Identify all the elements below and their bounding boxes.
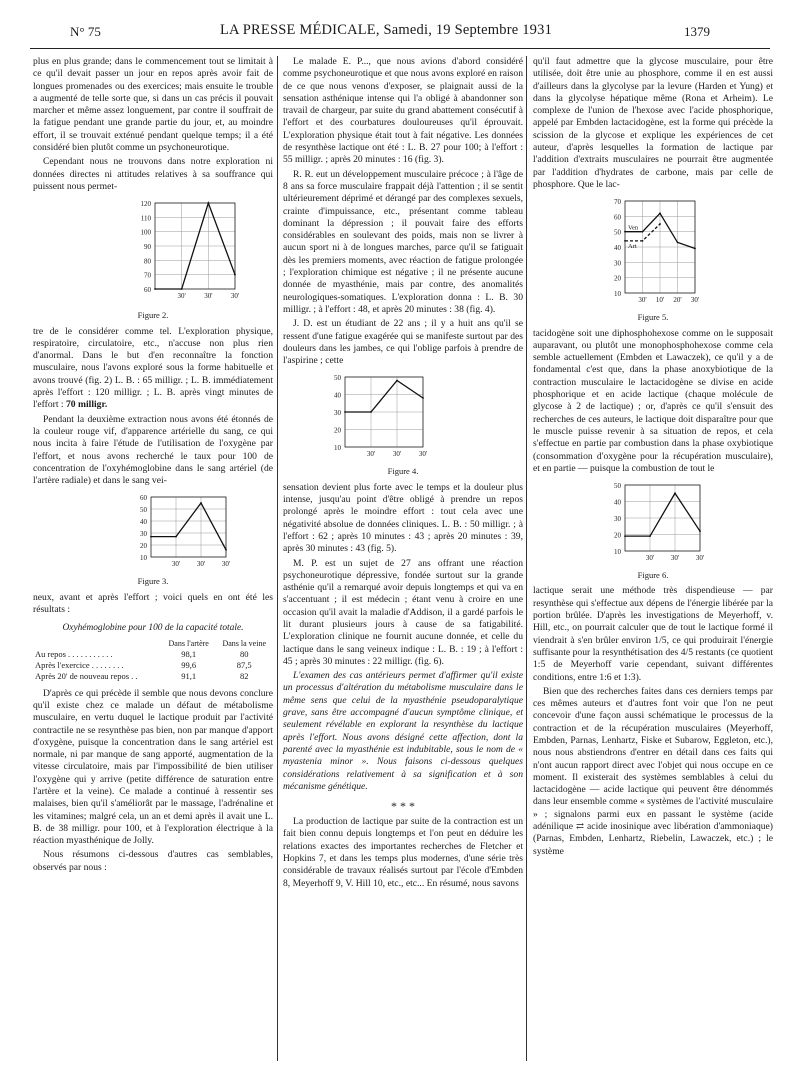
series-line <box>345 381 423 413</box>
paragraph: R. R. eut un développement musculaire précoce ; à l'âge de 8 ans sa force musculaire frappait déjà l'attention ; il se sentit ultérieurement déprimé et dérangé par des complexes sexuels, crainte d'impuissance, etc., présentant comme tableau dominant la dépression ; il pouvait faire des efforts considérables en soulevant des poids, mais non se livrer à aucun sport ni à de longues marches, parce qu'il se fatiguait dès les premiers moments, avec réaction de fatigue prolongée ; l'exploration chimique est négative ; il ne présente aucune donnée de myasthénie, mais par contre, des anomalités neurologiques-somatiques. L'exploration donna : L. B. 30 milligr. ; à l'effort : 48, et après 20 minutes : 38 (fig. 4). <box>283 168 523 315</box>
paragraph: Nous résumons ci-dessous d'autres cas semblables, observés par nous : <box>33 849 273 873</box>
y-tick-label: 20 <box>614 531 621 540</box>
y-tick-label: 110 <box>140 214 151 223</box>
page-number: 1379 <box>684 24 710 39</box>
figure-caption: Figure 6. <box>637 570 669 581</box>
header-rule <box>30 48 770 49</box>
x-tick-label: 30' <box>670 554 680 563</box>
data-point <box>422 398 424 400</box>
y-tick-label: 40 <box>334 391 341 400</box>
y-tick-label: 70 <box>144 271 151 280</box>
series-label: Art <box>628 243 637 251</box>
figure-2 <box>33 199 273 321</box>
paragraph: lactique serait une méthode très dispendieuse — par resynthèse qui s'effectue aux dépens de l'énergie libérée par la portion brûlée. D'après les investigations de Meyerhoff, v. Hill, etc., on pourrait calculer que de tout le lactique formé il viendrait à s'en brûler environ 1/5, ce qui produirait l'énergie suffisante pour la resynthétisation des 4/5 restants (ce quotient 1:5 de Meyerhoff varie cependant, suivant différentes conditions, entre 1:6 et 1:3). <box>533 585 773 683</box>
paragraph: M. P. est un sujet de 27 ans offrant une réaction psychoneurotique dépressive, fondée surtout sur la grande asthénie qu'il a remarqué avoir depuis longtemps et qui va en s'accentuant ; il est médecin ; étant venu à croire en une occasion qu'il avait la maladie d'Addison, il a gardé parfois le lit durant plusieurs jours à cause de sa fatigabilité. L'exploration clinique ne fournit aucune donnée, et celle du lactique dans le sang veineux indique : L. B. : 19 ; à l'effort : 45 ; après 30 minutes : 22 milligr. (fig. 6). <box>283 557 523 667</box>
paragraph: L'examen des cas antérieurs permet d'affirmer qu'il existe un processus d'altération du métabolisme musculaire dans le même sens que celui de la myasthénie pseudoparalytique grave, sans être accompagné d'aucun symptôme clinique, et seulement révélable en explorant la resynthèse du lactique après l'effort. Nous avons désigné cette affection, dont la parenté avec la myasthénie est indubitable, sous le nom de « myastenia minor ». Nous faisons ci-dessous quelques considérations relativement à sa signification et à son mécanisme génétique. <box>283 670 523 792</box>
x-tick-label: 30' <box>204 292 213 301</box>
x-tick-label: 30' <box>645 554 655 563</box>
y-tick-label: 80 <box>144 257 151 266</box>
y-tick-label: 70 <box>614 198 621 207</box>
data-point <box>344 412 346 414</box>
paragraph: J. D. est un étudiant de 22 ans ; il y a huit ans qu'il se ressent d'une fatigue exagérée qui se manifeste surtout par des douleurs dans les jambes, ce qui l'oblige parfois à prendre de l'aspirine ; cette <box>283 318 523 367</box>
y-tick-label: 10 <box>140 554 147 563</box>
figure-5-chart <box>533 197 773 309</box>
data-point <box>181 288 183 290</box>
column-2 <box>283 56 523 892</box>
data-point <box>659 213 661 215</box>
series-label: Ven <box>628 224 639 232</box>
x-tick-label: 30' <box>418 450 428 459</box>
data-point <box>642 240 644 242</box>
page-header <box>70 22 710 44</box>
figure-2-chart <box>33 199 273 307</box>
y-tick-label: 30 <box>334 409 341 418</box>
data-point <box>624 240 626 242</box>
figure-caption: Figure 3. <box>137 576 169 587</box>
figure-caption: Figure 2. <box>137 310 169 321</box>
data-point <box>154 288 156 290</box>
data-point <box>370 412 372 414</box>
paragraph: qu'il faut admettre que la glycose musculaire, pour être utilisée, doit être unie au phosphore, comme il en est aussi d'ailleurs dans la glycolyse par la levure (Harden et Yung) et dans la glycolyse hépatique même (Rona et Arheim). Le complexe de l'union de l'hexose avec l'acide phosphorique, appelé par Embden lactacidogène, est la forme qui précède la scission de la glycose et explique les expériences de cet auteur, d'après lesquelles la formation de lactique par l'addition d'extraits musculaires ne pourrait être augmentée par l'addition d'hydrates de carbone, mais par celle de phosphore. Que le lac- <box>533 56 773 190</box>
paragraph: plus en plus grande; dans le commencement tout se limitait à ce qu'il devait passer un jour en repos après avoir fait de longues promenades ou des exercices; mais ensuite le trouble a augmenté de telle sorte que, si dans un cas précis il pouvait marcher et même assez longuement, par contre il souffrait de la fatigue pendant une grande partie du jour, et, au moindre effort, il se trouvait exténué pendant quelque temps; il a été considéré bien plutôt comme un psychoneurotique. <box>33 56 273 154</box>
y-tick-label: 40 <box>614 498 621 507</box>
journal-title: LA PRESSE MÉDICALE, Samedi, 19 Septembre 1931 <box>220 22 553 38</box>
y-tick-label: 40 <box>614 244 621 253</box>
y-tick-label: 60 <box>140 494 147 503</box>
y-tick-label: 60 <box>614 213 621 222</box>
y-tick-label: 100 <box>140 228 151 237</box>
table-title: Oxyhémoglobine pour 100 de la capacité totale. <box>62 623 244 634</box>
paragraph: neux, avant et après l'effort ; voici quels en ont été les résultats : <box>33 591 273 616</box>
figure-5 <box>533 197 773 323</box>
data-point <box>175 536 177 538</box>
x-tick-label: 30' <box>690 296 700 305</box>
x-tick-label: 30' <box>177 292 186 301</box>
data-point <box>150 536 152 538</box>
paragraph: tre de le considérer comme tel. L'exploration physique, respiratoire, circulatoire, etc., n'accuse non plus rien d'anormal. Dans le but d'en reconnaître la fonction musculaire, nous l'avons exploré sous la forme habituelle et avons trouvé (fig. 2) L. B. : 65 milligr. ; L. B. immédiatement après l'effort : 120 milligr. ; L. B. après vingt minutes de l'effort : 70 milligr. <box>33 325 273 411</box>
figure-3-chart <box>33 493 273 573</box>
figure-3 <box>33 493 273 587</box>
paragraph: Cependant nous ne trouvons dans notre exploration ni données directes ni attitudes relatives à sa souffrance qui puissent nous permet- <box>33 156 273 192</box>
figure-4 <box>283 373 523 477</box>
series-line <box>151 503 226 550</box>
x-tick-label: 30' <box>638 296 647 305</box>
column-divider <box>526 56 527 1061</box>
y-tick-label: 60 <box>144 286 151 295</box>
series-line <box>625 493 700 536</box>
y-tick-label: 20 <box>140 542 147 551</box>
figure-6-chart <box>533 481 773 567</box>
data-point <box>396 380 398 382</box>
data-point <box>699 530 701 532</box>
paragraph: Pendant la deuxième extraction nous avons été étonnés de la couleur rouge vif, d'apparence artérielle du sang, ce qui nous incita à faire l'étude de l'utilisation de l'oxygène par l'effort, et nous avons recherché le taux pour 100 de concentration de l'oxyhémoglobine dans le sang artériel (de l'artère radiale) et dans le sang vei- <box>33 413 273 487</box>
paragraph: La production de lactique par suite de la contraction est un fait bien connu depuis longtemps et l'on peut en déduire les relations exactes des importantes recherches de Fletcher et Hopkins 7, et dans les temps plus modernes, d'une série très considérable de travaux réalisés surtout par l'école d'Embden 8, Meyerhoff 9, V. Hill 10, etc., etc... En résumé, nous savons <box>283 816 523 889</box>
issue-number: N° 75 <box>70 24 101 39</box>
paragraph: sensation devient plus forte avec le temps et la douleur plus intense, jusqu'au point d'être obligé à prendre un repos prolongé après le moindre effort : tout cela avec une négativité absolue de données cliniques. L. B. : 50 milligr. ; à l'effort : 62 ; après 10 minutes : 43 ; après 20 minutes : 39, après 30 minutes : 43 (fig. 5). <box>283 481 523 555</box>
data-point <box>200 503 202 505</box>
x-tick-label: 10' <box>655 296 665 305</box>
table-row: Après l'exercice . . . . . . . . 99,6 87,5 <box>35 659 252 670</box>
figure-caption: Figure 5. <box>637 312 669 323</box>
y-tick-label: 20 <box>334 426 341 435</box>
table-header: Dans l'artère <box>168 638 209 648</box>
y-tick-label: 120 <box>140 200 151 209</box>
y-tick-label: 30 <box>614 259 621 268</box>
y-tick-label: 50 <box>140 506 147 515</box>
figure-6 <box>533 481 773 581</box>
y-tick-label: 10 <box>334 444 341 453</box>
data-point <box>624 231 626 233</box>
x-tick-label: 30' <box>196 560 206 569</box>
y-tick-label: 90 <box>144 243 151 252</box>
x-tick-label: 30' <box>230 292 240 301</box>
data-point <box>642 231 644 233</box>
column-divider <box>277 56 278 1061</box>
column-1 <box>33 56 273 876</box>
y-tick-label: 10 <box>614 548 621 557</box>
paragraph: D'après ce qui précède il semble que nous devons conclure qu'il existe chez ce malade un défaut de métabolisme musculaire, en vertu duquel le lactique produit par l'activité contractile ne se resynthèse pas bien, non par manque d'apport d'oxygène, puisque la concentration dans le sang artériel est normale, ni par manque de sang apporté, augmentation de la vitesse circulatoire, mais par l'impossibilité de bien utiliser l'oxygène qui y arrive (petite différence de saturation entre l'artère et la veine). Ce malade a continué à ressentir ses malaises, bien qu'il s'améliorât par le massage, l'adrénaline et les vitamines; malgré cela, un an et demi après il avait une L. B. de 38 milligr. pour 100, et à l'exploration électrique à la réaction myasthénique de Jolly. <box>33 687 273 847</box>
y-tick-label: 50 <box>614 482 621 491</box>
table-row: Au repos . . . . . . . . . . . 98,1 80 <box>35 648 249 659</box>
paragraph: tacidogène soit une diphosphohexose comme on le supposait auparavant, ou plutôt une monophosphohexose comme cela semble actuellement (Embden et Lawaczek), ce qu'il y a de fondamental c'est que, dans la phase anoxybiotique de la contraction musculaire le lactacidogène se divise en acide phosphorique et en acide lactique (chaque molécule de glycose à 2 de lactique) ; or, d'après ce qu'il s'ensuit des recherches de ces auteurs, le lactique doit disparaître pour que le muscle puisse revenir à sa situation de repos, et cela s'effectue en partie par combustion dans la phase oxybiotique (consommation d'oxygène pour la récupération musculaire), et en partie — puisque la combustion de tout le <box>533 327 773 474</box>
y-tick-label: 30 <box>614 515 621 524</box>
section-separator: * * * <box>391 799 415 814</box>
data-point <box>674 492 676 494</box>
y-tick-label: 30 <box>140 530 147 539</box>
data-point <box>207 202 209 204</box>
x-tick-label: 30' <box>366 450 376 459</box>
data-point <box>234 274 236 276</box>
data-point <box>694 248 696 250</box>
y-tick-label: 50 <box>614 228 621 237</box>
plot-frame <box>151 497 226 557</box>
y-tick-label: 50 <box>334 374 341 383</box>
table-header: Dans la veine <box>222 638 267 648</box>
data-point <box>649 535 651 537</box>
y-tick-label: 40 <box>140 518 147 527</box>
data-point <box>677 242 679 244</box>
data-point <box>659 223 661 225</box>
paragraph: Bien que des recherches faites dans ces derniers temps par ces mêmes auteurs et d'autres font voir que l'on ne peut concevoir d'une façon aussi schématique le processus de la contraction et de la récupération musculaires (Meyerhoff, Embden, Parnas, Lenhartz, Fiske et Subarow, Eggleton, etc.), nous nous abstiendrons d'entrer en détail dans ces faits qui n'ont aucun rapport direct avec l'objet qui nous occupe en ce moment. Il existerait des systèmes semblables à celui du lactacidogène — acide lactique qui peuvent être dénommés dans leur ensemble comme « systèmes de l'activité musculaire » ; signalons parmi eux en passant le système (acide adénilique ⇄ acide inosinique avec libération d'ammoniaque) (Parnas, Embden, Lenhartz, Riebelin, Lawaczek, etc.) ; le système <box>533 685 773 857</box>
y-tick-label: 10 <box>614 290 621 299</box>
x-tick-label: 20' <box>673 296 682 305</box>
x-tick-label: 30' <box>695 554 705 563</box>
figure-4-chart <box>283 373 523 463</box>
paragraph: Le malade E. P..., que nous avions d'abord considéré comme psychoneurotique et que nous avons exploré en raison de ce que nous venons d'exposer, se plaignait aussi de la sensation asthénique intense qui l'a obligé à abandonner son travail de chargeur, par suite du grand abattement consécutif à l'effort et des courbatures douloureuses qu'il éprouvait. L'exploration physique était tout à fait négative. Les données de resynthèse lactique ont été : L. B. 27 pour 100; à l'effort : 55 milligr. ; après 20 minutes : 16 (fig. 3). <box>283 56 523 166</box>
data-point <box>624 535 626 537</box>
x-tick-label: 30' <box>171 560 181 569</box>
table-row: Après 20' de nouveau repos . . 91,1 82 <box>35 670 249 681</box>
oxyhemoglobin-table <box>33 638 273 682</box>
figure-caption: Figure 4. <box>387 466 419 477</box>
x-tick-label: 30' <box>392 450 402 459</box>
y-tick-label: 20 <box>614 274 621 283</box>
column-3 <box>533 56 773 860</box>
data-point <box>225 549 227 551</box>
x-tick-label: 30' <box>221 560 231 569</box>
